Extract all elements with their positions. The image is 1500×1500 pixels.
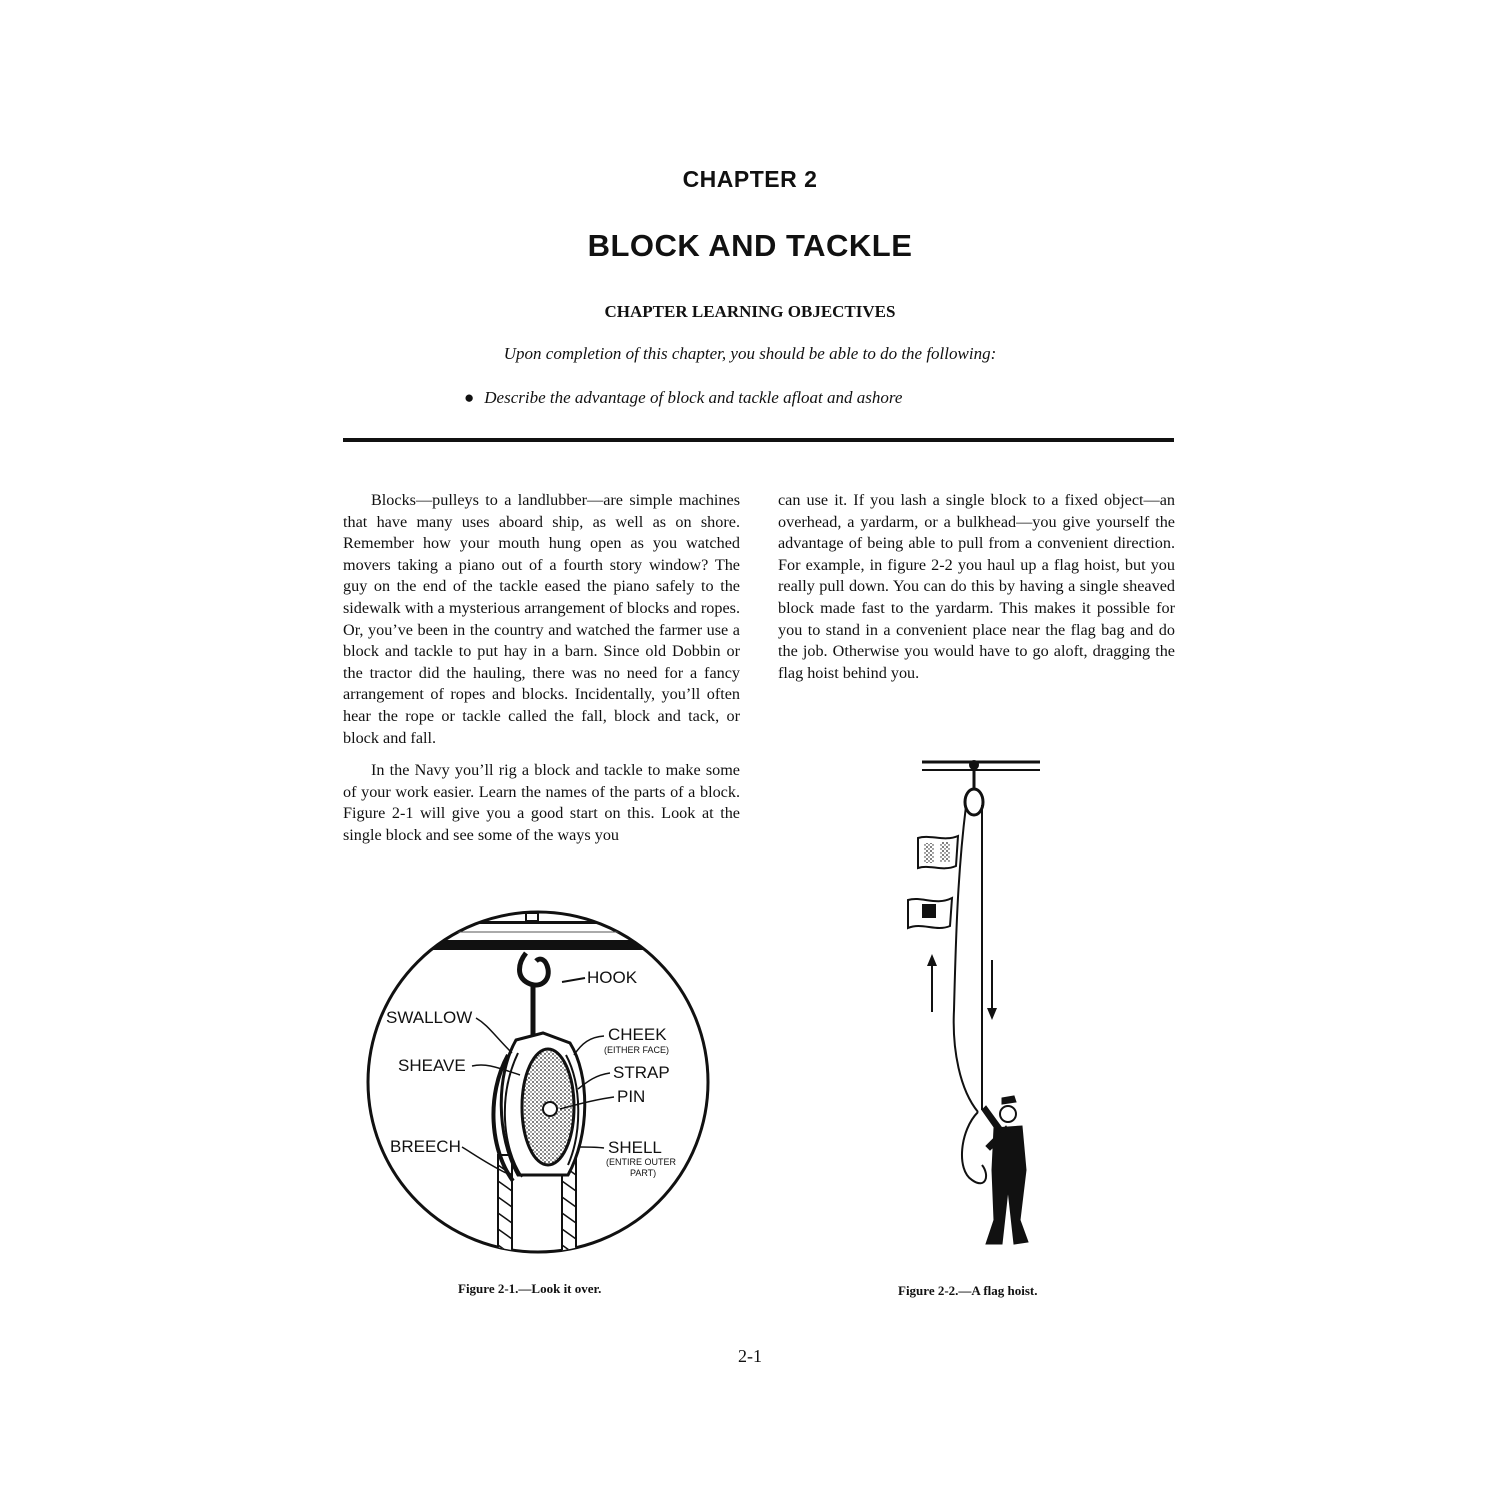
chapter-number: CHAPTER 2	[682, 166, 818, 192]
label-swallow: SWALLOW	[386, 1008, 473, 1027]
single-block	[965, 789, 983, 815]
body-column-left	[343, 490, 740, 858]
paragraph: In the Navy you’ll rig a block and tackle to make some of your work easier. Learn the names of the parts of a block. Figure 2-1 will give you a good start on this. Look at the single block and see some of the ways you	[343, 761, 740, 844]
paragraph: Blocks—pulleys to a landlubber—are simple machines that have many uses aboard ship, as well as on shore. Remember how your mouth hung open as you watched movers taking a piano out of a fourth story window? The guy on the end of the tackle eased the piano safely to the sidewalk with a mysterious arrangement of blocks and ropes. Or, you’ve been in the country and watched the farmer use a block and tackle to put hay in a barn. Since old Dobbin or the tractor did the hauling, there was no need for a fancy arrangement of ropes and blocks. Incidentally, you’ll often hear the rope or tackle called the fall, block and tack, or block and fall.	[343, 491, 740, 747]
objective-text: Describe the advantage of block and tackle afloat and ashore	[484, 388, 903, 407]
label-cheek-note: (EITHER FACE)	[604, 1045, 670, 1055]
objectives-heading: CHAPTER LEARNING OBJECTIVES	[604, 302, 896, 321]
overhead-beam	[368, 940, 708, 950]
pin-drawing	[543, 1102, 557, 1116]
arrow-up-icon	[927, 954, 937, 1012]
objectives-intro: Upon completion of this chapter, you should be able to do the following:	[503, 344, 997, 363]
arrow-down-icon	[987, 960, 997, 1020]
label-shell-note-1: (ENTIRE OUTER	[606, 1157, 677, 1167]
bullet-icon: ●	[464, 388, 475, 407]
page-number: 2-1	[738, 1346, 762, 1366]
label-hook: HOOK	[587, 968, 638, 987]
sailor-figure	[982, 1096, 1028, 1244]
signal-flag-lower	[908, 898, 952, 928]
figure-flag-hoist	[890, 750, 1080, 1270]
chapter-title: BLOCK AND TACKLE	[587, 228, 913, 263]
objective-item	[464, 388, 902, 408]
body-column-right	[778, 490, 1175, 695]
label-breech: BREECH	[390, 1137, 461, 1156]
section-rule	[343, 438, 1174, 442]
figure-caption: Figure 2-2.—A flag hoist.	[898, 1283, 1038, 1298]
figure-block-illustration	[368, 885, 708, 1275]
label-shell: SHELL	[608, 1138, 662, 1157]
figure-caption: Figure 2-1.—Look it over.	[458, 1281, 602, 1296]
label-sheave: SHEAVE	[398, 1056, 466, 1075]
label-strap: STRAP	[613, 1063, 670, 1082]
label-shell-note-2: PART)	[630, 1168, 657, 1178]
signal-flag-upper	[918, 836, 958, 868]
paragraph: can use it. If you lash a single block to a fixed object—an overhead, a yardarm, or a bulkhead—you give yourself the advantage of being able to pull from a convenient direction. For example, in figure 2-2 you haul up a flag hoist, but you really pull down. You can do this by having a single sheaved block made fast to the yardarm. This makes it possible for you to stand in a convenient place near the flag bag and do the job. Otherwise you would have to go aloft, dragging the flag hoist behind you.	[778, 491, 1175, 682]
label-cheek: CHEEK	[608, 1025, 667, 1044]
label-pin: PIN	[617, 1087, 646, 1106]
